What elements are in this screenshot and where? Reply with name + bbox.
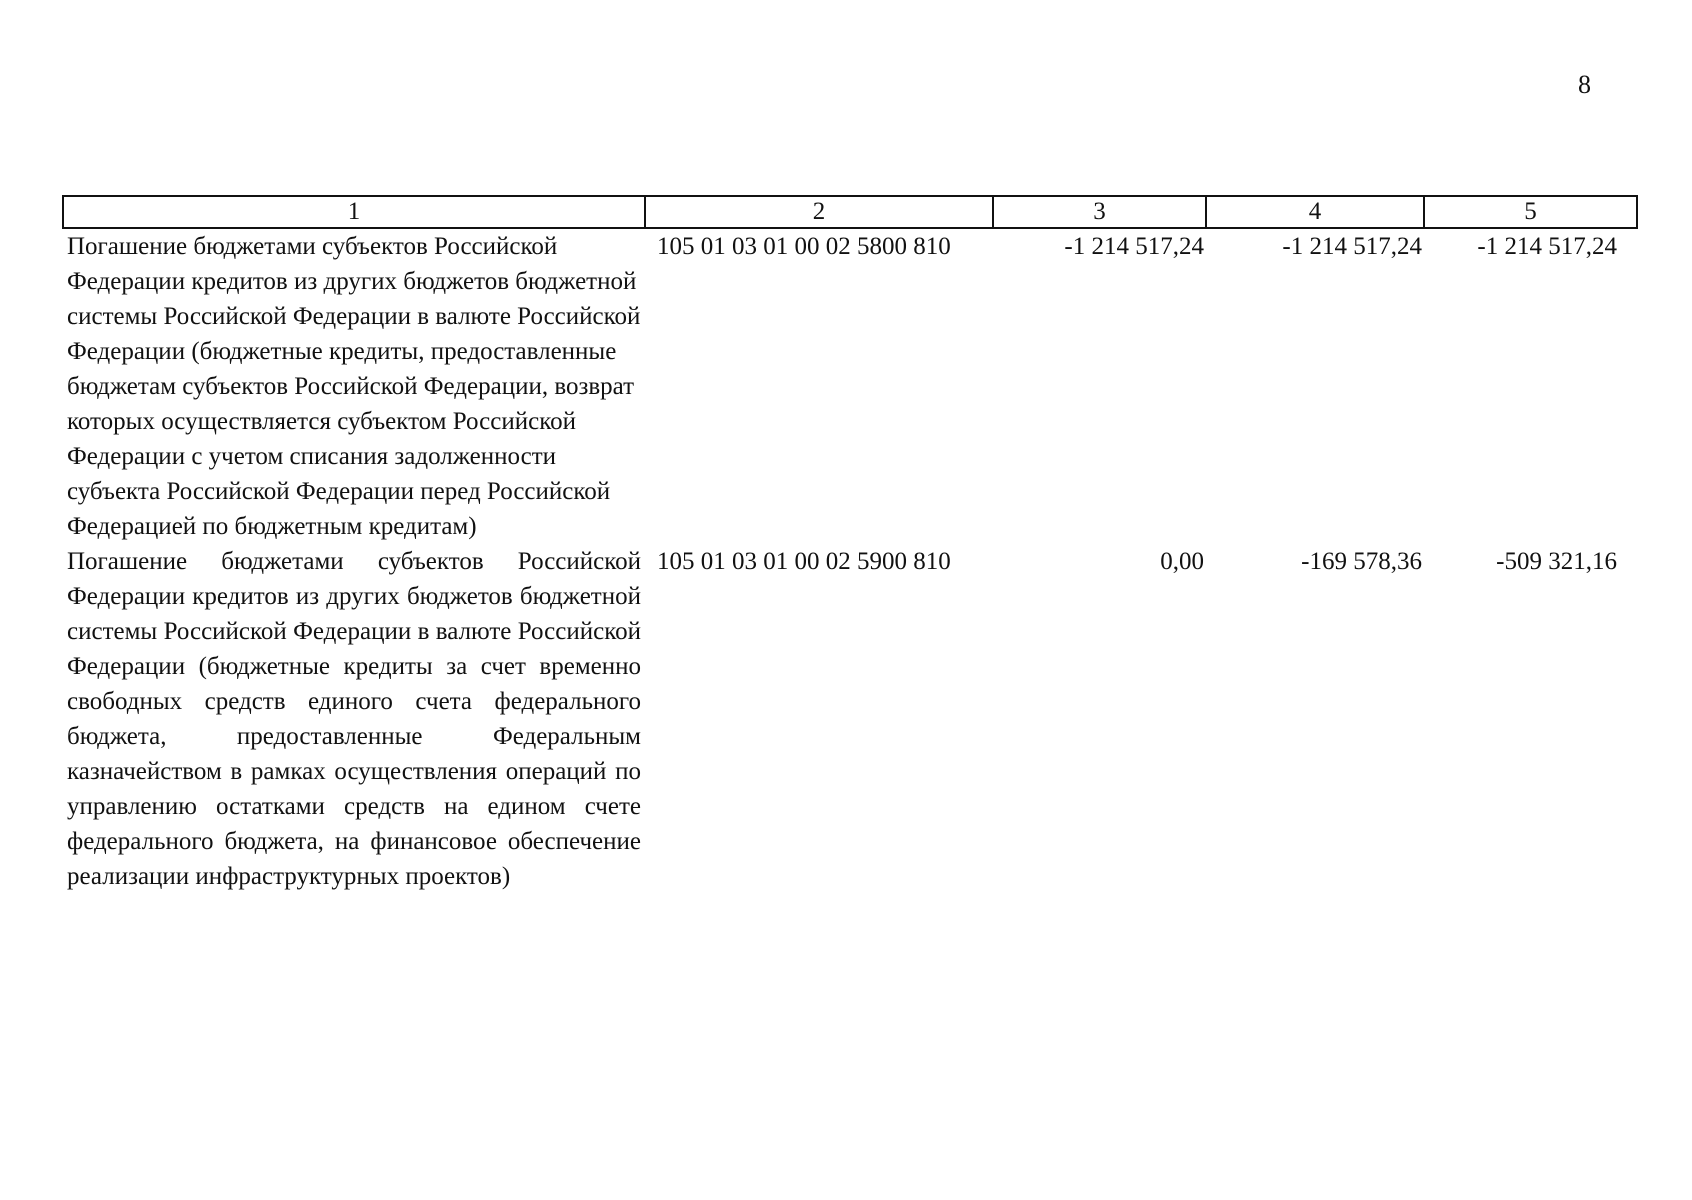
row-description: Погашение бюджетами субъектов Российской Федерации кредитов из других бюджетов бюджетной системы Российской Федерации в валюте Российской Федерации (бюджетные кредиты, предоставленные бюджетам субъектов Российской Федерации, возврат которых осуществляется субъектом Российской Федерации с учетом списания задолженности субъекта Российской Федерации перед Российской Федерацией по бюджетным кредитам) [67,233,641,540]
row-description: Погашение бюджетами субъектов Российской Федерации кредитов из других бюджетов бюджетной системы Российской Федерации в валюте Российской Федерации (бюджетные кредиты за счет временно свободных средств единого счета федерального бюджета, предоставленные Федеральным казначейством в рамках осуществления операций по управлению остатками средств на едином счете федерального бюджета, на финансовое обеспечение реализации инфраструктурных проектов) [67,548,641,890]
table-header [63,196,1637,228]
column-header-3: 3 [993,196,1206,228]
column-header-1: 1 [63,196,645,228]
column-header-4: 4 [1206,196,1424,228]
row-value-col5: -509 321,16 [1496,548,1617,575]
row-value-col5: -1 214 517,24 [1477,233,1617,260]
row-budget-code: 105 01 03 01 00 02 5900 810 [657,548,951,575]
row-value-col4: -1 214 517,24 [1282,233,1422,260]
page-number: 8 [1578,70,1591,99]
column-header-2: 2 [645,196,993,228]
row-value-col3: -1 214 517,24 [1064,233,1204,260]
row-value-col3: 0,00 [1160,548,1204,575]
row-value-col4: -169 578,36 [1301,548,1422,575]
column-header-5: 5 [1424,196,1637,228]
row-budget-code: 105 01 03 01 00 02 5800 810 [657,233,951,260]
table-body [63,228,1637,894]
budget-table [62,195,1638,894]
header-row [63,196,1637,228]
table-row [63,544,1637,894]
table-row [63,228,1637,544]
